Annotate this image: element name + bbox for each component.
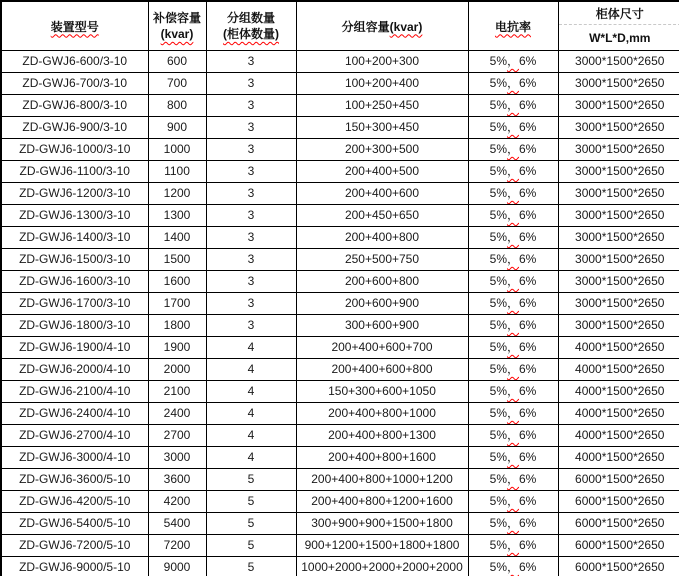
spellcheck-comma: ，	[506, 538, 519, 552]
cell-reactance: 5%，6%	[468, 381, 558, 403]
table-row	[1, 117, 679, 139]
table-row	[1, 161, 679, 183]
spellcheck-comma: ，	[506, 208, 519, 222]
table-row	[1, 271, 679, 293]
cell-capacity: 800	[148, 95, 206, 117]
cell-capacity: 7200	[148, 535, 206, 557]
spellcheck-comma: ，	[506, 450, 519, 464]
spellcheck-comma: ，	[506, 406, 519, 420]
cell-size: 4000*1500*2650	[558, 337, 679, 359]
table-row	[1, 491, 679, 513]
cell-group-capacity: 300+900+900+1500+1800	[296, 513, 468, 535]
header-size-line2: W*L*D,mm	[589, 30, 651, 45]
cell-group-capacity: 200+400+500	[296, 161, 468, 183]
cell-model: ZD-GWJ6-4200/5-10	[1, 491, 148, 513]
cell-size: 3000*1500*2650	[558, 51, 679, 73]
cell-group-capacity: 200+300+500	[296, 139, 468, 161]
cell-reactance: 5%，6%	[468, 249, 558, 271]
cell-group-capacity: 200+600+900	[296, 293, 468, 315]
cell-size: 6000*1500*2650	[558, 469, 679, 491]
cell-groups: 4	[206, 337, 296, 359]
header-reactance	[468, 1, 558, 51]
cell-capacity: 2700	[148, 425, 206, 447]
cell-group-capacity: 200+400+800+1300	[296, 425, 468, 447]
table-row	[1, 447, 679, 469]
cell-model: ZD-GWJ6-1900/4-10	[1, 337, 148, 359]
cell-size: 3000*1500*2650	[558, 139, 679, 161]
cell-capacity: 600	[148, 51, 206, 73]
cell-reactance: 5%，6%	[468, 513, 558, 535]
spellcheck-comma: ，	[506, 428, 519, 442]
spellcheck-comma: ，	[506, 98, 519, 112]
cell-group-capacity: 200+400+800+1200+1600	[296, 491, 468, 513]
spellcheck-comma: ，	[506, 164, 519, 178]
cell-reactance: 5%，6%	[468, 535, 558, 557]
cell-group-capacity: 200+400+600	[296, 183, 468, 205]
cell-capacity: 2400	[148, 403, 206, 425]
spellcheck-comma: ，	[506, 76, 519, 90]
cell-group-capacity: 200+400+800+1000+1200	[296, 469, 468, 491]
spellcheck-comma: ，	[506, 186, 519, 200]
table-row	[1, 205, 679, 227]
cell-reactance: 5%，6%	[468, 315, 558, 337]
cell-model: ZD-GWJ6-2100/4-10	[1, 381, 148, 403]
cell-reactance: 5%，6%	[468, 425, 558, 447]
cell-model: ZD-GWJ6-3600/5-10	[1, 469, 148, 491]
cell-reactance: 5%，6%	[468, 205, 558, 227]
cell-group-capacity: 200+400+800	[296, 227, 468, 249]
cell-reactance: 5%，6%	[468, 95, 558, 117]
cell-group-capacity: 900+1200+1500+1800+1800	[296, 535, 468, 557]
table-row	[1, 469, 679, 491]
cell-model: ZD-GWJ6-700/3-10	[1, 73, 148, 95]
table-row	[1, 95, 679, 117]
header-reactance-label: 电抗率	[494, 19, 531, 34]
table-row	[1, 337, 679, 359]
table-row	[1, 315, 679, 337]
spellcheck-comma: ，	[506, 516, 519, 530]
cell-model: ZD-GWJ6-1200/3-10	[1, 183, 148, 205]
cell-group-capacity: 100+200+300	[296, 51, 468, 73]
cell-capacity: 3000	[148, 447, 206, 469]
cell-capacity: 1300	[148, 205, 206, 227]
cell-capacity: 9000	[148, 557, 206, 576]
table-row	[1, 139, 679, 161]
cell-capacity: 1700	[148, 293, 206, 315]
table-body	[1, 51, 679, 576]
cell-model: ZD-GWJ6-9000/5-10	[1, 557, 148, 576]
header-capacity-line2: (kvar)	[160, 27, 194, 41]
header-groups-line1: 分组数量	[226, 11, 275, 25]
header-group-capacity-unit: (kvar)	[389, 19, 423, 34]
cell-reactance: 5%，6%	[468, 161, 558, 183]
cell-size: 3000*1500*2650	[558, 73, 679, 95]
table-row	[1, 557, 679, 576]
cell-capacity: 2000	[148, 359, 206, 381]
cell-groups: 3	[206, 227, 296, 249]
header-groups-line2: (柜体数量)	[223, 27, 279, 41]
cell-model: ZD-GWJ6-5400/5-10	[1, 513, 148, 535]
cell-size: 4000*1500*2650	[558, 403, 679, 425]
table-row	[1, 359, 679, 381]
cell-groups: 3	[206, 73, 296, 95]
header-row	[1, 1, 679, 51]
table-row	[1, 293, 679, 315]
spellcheck-comma: ，	[506, 230, 519, 244]
cell-size: 6000*1500*2650	[558, 513, 679, 535]
table-header	[1, 1, 679, 51]
cell-size: 3000*1500*2650	[558, 161, 679, 183]
table-row	[1, 513, 679, 535]
cell-group-capacity: 200+450+650	[296, 205, 468, 227]
spellcheck-comma: ，	[506, 494, 519, 508]
cell-groups: 3	[206, 271, 296, 293]
cell-groups: 5	[206, 535, 296, 557]
spellcheck-comma: ，	[506, 296, 519, 310]
spellcheck-comma: ，	[506, 252, 519, 266]
cell-group-capacity: 300+600+900	[296, 315, 468, 337]
cell-reactance: 5%，6%	[468, 403, 558, 425]
spellcheck-comma: ，	[506, 142, 519, 156]
cell-capacity: 700	[148, 73, 206, 95]
cell-groups: 3	[206, 139, 296, 161]
cell-reactance: 5%，6%	[468, 293, 558, 315]
spellcheck-comma: ，	[506, 560, 519, 574]
cell-group-capacity: 200+400+800+1600	[296, 447, 468, 469]
cell-capacity: 2100	[148, 381, 206, 403]
cell-group-capacity: 100+250+450	[296, 95, 468, 117]
cell-group-capacity: 150+300+600+1050	[296, 381, 468, 403]
header-model-label: 装置型号	[50, 19, 99, 34]
cell-groups: 3	[206, 117, 296, 139]
cell-capacity: 900	[148, 117, 206, 139]
cell-size: 4000*1500*2650	[558, 381, 679, 403]
cell-model: ZD-GWJ6-1400/3-10	[1, 227, 148, 249]
spellcheck-comma: ，	[506, 472, 519, 486]
cell-capacity: 5400	[148, 513, 206, 535]
cell-capacity: 1200	[148, 183, 206, 205]
cell-capacity: 1500	[148, 249, 206, 271]
cell-capacity: 4200	[148, 491, 206, 513]
cell-capacity: 1900	[148, 337, 206, 359]
header-capacity	[148, 1, 206, 51]
table-row	[1, 51, 679, 73]
table-row	[1, 381, 679, 403]
table-row	[1, 73, 679, 95]
cell-group-capacity: 1000+2000+2000+2000+2000	[296, 557, 468, 576]
cell-model: ZD-GWJ6-1000/3-10	[1, 139, 148, 161]
cell-size: 3000*1500*2650	[558, 293, 679, 315]
spellcheck-comma: ，	[506, 54, 519, 68]
cell-groups: 4	[206, 381, 296, 403]
cell-reactance: 5%，6%	[468, 227, 558, 249]
cell-size: 4000*1500*2650	[558, 447, 679, 469]
cell-capacity: 1000	[148, 139, 206, 161]
table-row	[1, 249, 679, 271]
cell-size: 6000*1500*2650	[558, 491, 679, 513]
cell-capacity: 1600	[148, 271, 206, 293]
cell-size: 6000*1500*2650	[558, 557, 679, 576]
cell-model: ZD-GWJ6-800/3-10	[1, 95, 148, 117]
table-row	[1, 535, 679, 557]
cell-reactance: 5%，6%	[468, 491, 558, 513]
cell-groups: 3	[206, 249, 296, 271]
cell-model: ZD-GWJ6-2700/4-10	[1, 425, 148, 447]
header-size-line1: 柜体尺寸	[559, 2, 679, 25]
cell-reactance: 5%，6%	[468, 469, 558, 491]
table-row	[1, 227, 679, 249]
header-size	[558, 1, 679, 51]
cell-groups: 3	[206, 205, 296, 227]
cell-groups: 3	[206, 161, 296, 183]
spellcheck-comma: ，	[506, 362, 519, 376]
table-row	[1, 425, 679, 447]
cell-model: ZD-GWJ6-2400/4-10	[1, 403, 148, 425]
spellcheck-comma: ，	[506, 274, 519, 288]
cell-capacity: 1400	[148, 227, 206, 249]
cell-model: ZD-GWJ6-3000/4-10	[1, 447, 148, 469]
cell-size: 6000*1500*2650	[558, 535, 679, 557]
table-row	[1, 183, 679, 205]
cell-size: 3000*1500*2650	[558, 315, 679, 337]
cell-group-capacity: 200+400+800+1000	[296, 403, 468, 425]
cell-model: ZD-GWJ6-600/3-10	[1, 51, 148, 73]
cell-group-capacity: 200+600+800	[296, 271, 468, 293]
cell-groups: 5	[206, 491, 296, 513]
spellcheck-comma: ，	[506, 384, 519, 398]
cell-group-capacity: 100+200+400	[296, 73, 468, 95]
cell-reactance: 5%，6%	[468, 183, 558, 205]
header-group-capacity-label: 分组容量	[341, 19, 390, 34]
cell-model: ZD-GWJ6-1500/3-10	[1, 249, 148, 271]
cell-model: ZD-GWJ6-7200/5-10	[1, 535, 148, 557]
cell-size: 4000*1500*2650	[558, 359, 679, 381]
cell-group-capacity: 250+500+750	[296, 249, 468, 271]
cell-capacity: 1800	[148, 315, 206, 337]
cell-size: 3000*1500*2650	[558, 271, 679, 293]
cell-model: ZD-GWJ6-1700/3-10	[1, 293, 148, 315]
spellcheck-comma: ，	[506, 318, 519, 332]
cell-size: 3000*1500*2650	[558, 249, 679, 271]
header-group-capacity	[296, 1, 468, 51]
cell-reactance: 5%，6%	[468, 271, 558, 293]
cell-group-capacity: 200+400+600+800	[296, 359, 468, 381]
cell-groups: 4	[206, 447, 296, 469]
cell-model: ZD-GWJ6-900/3-10	[1, 117, 148, 139]
cell-capacity: 1100	[148, 161, 206, 183]
cell-reactance: 5%，6%	[468, 51, 558, 73]
cell-groups: 4	[206, 403, 296, 425]
cell-reactance: 5%，6%	[468, 557, 558, 576]
cell-model: ZD-GWJ6-1300/3-10	[1, 205, 148, 227]
cell-size: 4000*1500*2650	[558, 425, 679, 447]
cell-groups: 5	[206, 469, 296, 491]
cell-model: ZD-GWJ6-1800/3-10	[1, 315, 148, 337]
cell-size: 3000*1500*2650	[558, 227, 679, 249]
cell-reactance: 5%，6%	[468, 73, 558, 95]
table-row	[1, 403, 679, 425]
cell-model: ZD-GWJ6-1600/3-10	[1, 271, 148, 293]
cell-size: 3000*1500*2650	[558, 183, 679, 205]
cell-size: 3000*1500*2650	[558, 205, 679, 227]
cell-groups: 5	[206, 513, 296, 535]
cell-reactance: 5%，6%	[468, 139, 558, 161]
cell-group-capacity: 150+300+450	[296, 117, 468, 139]
cell-model: ZD-GWJ6-2000/4-10	[1, 359, 148, 381]
spellcheck-comma: ，	[506, 120, 519, 134]
cell-model: ZD-GWJ6-1100/3-10	[1, 161, 148, 183]
header-groups	[206, 1, 296, 51]
cell-groups: 4	[206, 359, 296, 381]
cell-groups: 3	[206, 95, 296, 117]
cell-groups: 5	[206, 557, 296, 576]
cell-reactance: 5%，6%	[468, 359, 558, 381]
cell-groups: 3	[206, 183, 296, 205]
cell-reactance: 5%，6%	[468, 447, 558, 469]
cell-groups: 4	[206, 425, 296, 447]
cell-groups: 3	[206, 293, 296, 315]
spellcheck-comma: ，	[506, 340, 519, 354]
cell-size: 3000*1500*2650	[558, 117, 679, 139]
cell-reactance: 5%，6%	[468, 117, 558, 139]
cell-groups: 3	[206, 51, 296, 73]
header-model	[1, 1, 148, 51]
cell-reactance: 5%，6%	[468, 337, 558, 359]
cell-groups: 3	[206, 315, 296, 337]
cell-capacity: 3600	[148, 469, 206, 491]
cell-size: 3000*1500*2650	[558, 95, 679, 117]
header-capacity-line1: 补偿容量	[152, 11, 201, 25]
cell-group-capacity: 200+400+600+700	[296, 337, 468, 359]
